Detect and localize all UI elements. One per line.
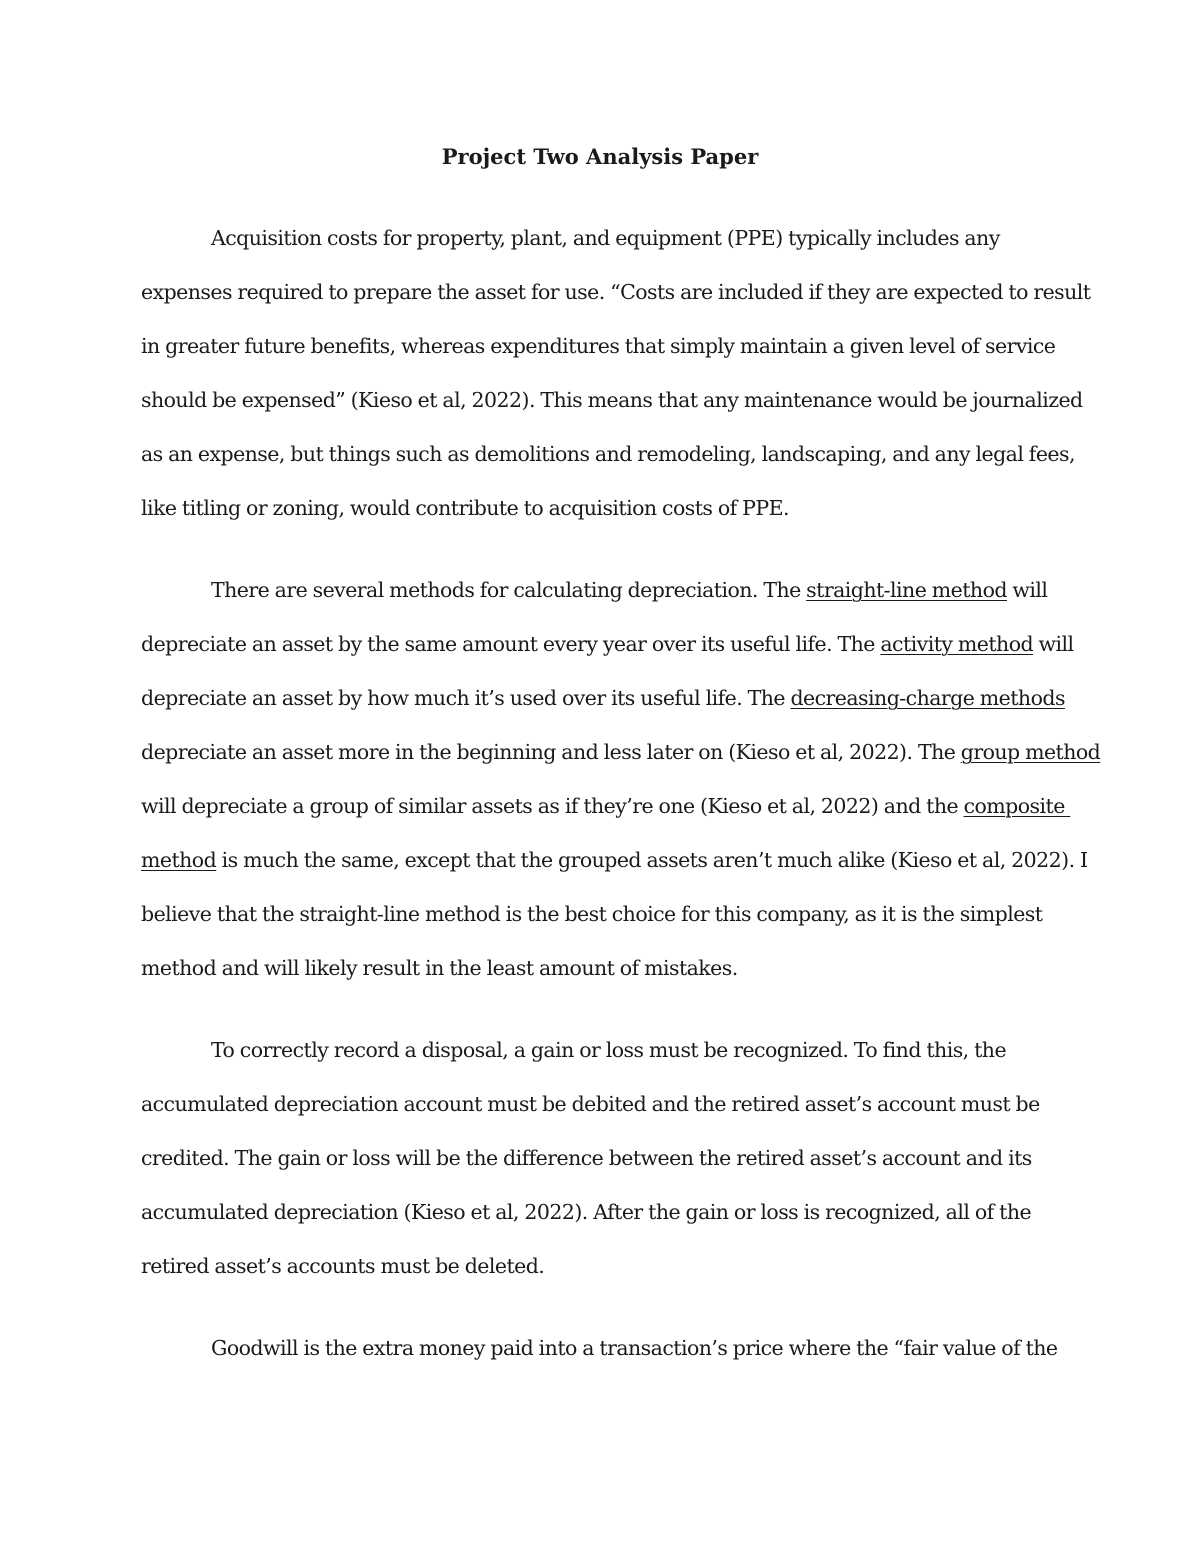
paragraph-goodwill bbox=[141, 1321, 1066, 1375]
paragraph-line: To correctly record a disposal, a gain or loss must be recognized. To find this, the bbox=[211, 1038, 1007, 1062]
underlined-term-method: method bbox=[141, 848, 217, 872]
paragraph-line: depreciate an asset by the same amount every year over its useful life. The activity method will bbox=[141, 632, 1074, 656]
paragraph-line: Acquisition costs for property, plant, and equipment (PPE) typically includes any bbox=[211, 226, 1000, 250]
paragraph-line: depreciate an asset by how much it’s used over its useful life. The decreasing-charge methods bbox=[141, 686, 1065, 710]
paragraph-line: will depreciate a group of similar assets as if they’re one (Kieso et al, 2022) and the composite bbox=[141, 794, 1071, 818]
paragraph-acquisition-costs bbox=[141, 211, 1091, 535]
underlined-term-decreasing-charge-methods: decreasing-charge methods bbox=[790, 686, 1065, 710]
paragraph-line: accumulated depreciation account must be debited and the retired asset’s account must be bbox=[141, 1092, 1040, 1116]
paragraph-line: accumulated depreciation (Kieso et al, 2022). After the gain or loss is recognized, all of the bbox=[141, 1200, 1032, 1224]
page-title: Project Two Analysis Paper bbox=[441, 144, 759, 169]
paragraph-line: method and will likely result in the least amount of mistakes. bbox=[141, 956, 738, 980]
paragraph-line: retired asset’s accounts must be deleted. bbox=[141, 1254, 545, 1278]
paragraph-line: Goodwill is the extra money paid into a transaction’s price where the “fair value of the bbox=[211, 1336, 1058, 1360]
paragraph-disposal bbox=[141, 1023, 1066, 1293]
paragraph-line: expenses required to prepare the asset for use. “Costs are included if they are expected to result bbox=[141, 280, 1091, 304]
paragraph-line: like titling or zoning, would contribute to acquisition costs of PPE. bbox=[141, 496, 790, 520]
paragraph-line: believe that the straight-line method is the best choice for this company, as it is the simplest bbox=[141, 902, 1043, 926]
paragraph-line: as an expense, but things such as demolitions and remodeling, landscaping, and any legal fees, bbox=[141, 442, 1075, 466]
paragraph-line: depreciate an asset more in the beginning and less later on (Kieso et al, 2022). The group method bbox=[141, 740, 1101, 764]
paragraph-line: credited. The gain or loss will be the difference between the retired asset’s account and its bbox=[141, 1146, 1032, 1170]
underlined-term-composite: composite bbox=[963, 794, 1071, 818]
paragraph-line: should be expensed” (Kieso et al, 2022). This means that any maintenance would be journalized bbox=[141, 388, 1083, 412]
underlined-term-group-method: group method bbox=[960, 740, 1101, 764]
paragraph-depreciation-methods bbox=[141, 563, 1101, 995]
underlined-term-activity-method: activity method bbox=[880, 632, 1034, 656]
paragraph-line: method is much the same, except that the grouped assets aren’t much alike (Kieso et al, 2022). I bbox=[141, 848, 1088, 872]
paragraph-line: There are several methods for calculating depreciation. The straight-line method will bbox=[211, 578, 1048, 602]
underlined-term-straight-line-method: straight-line method bbox=[806, 578, 1007, 602]
paragraph-line: in greater future benefits, whereas expenditures that simply maintain a given level of service bbox=[141, 334, 1056, 358]
